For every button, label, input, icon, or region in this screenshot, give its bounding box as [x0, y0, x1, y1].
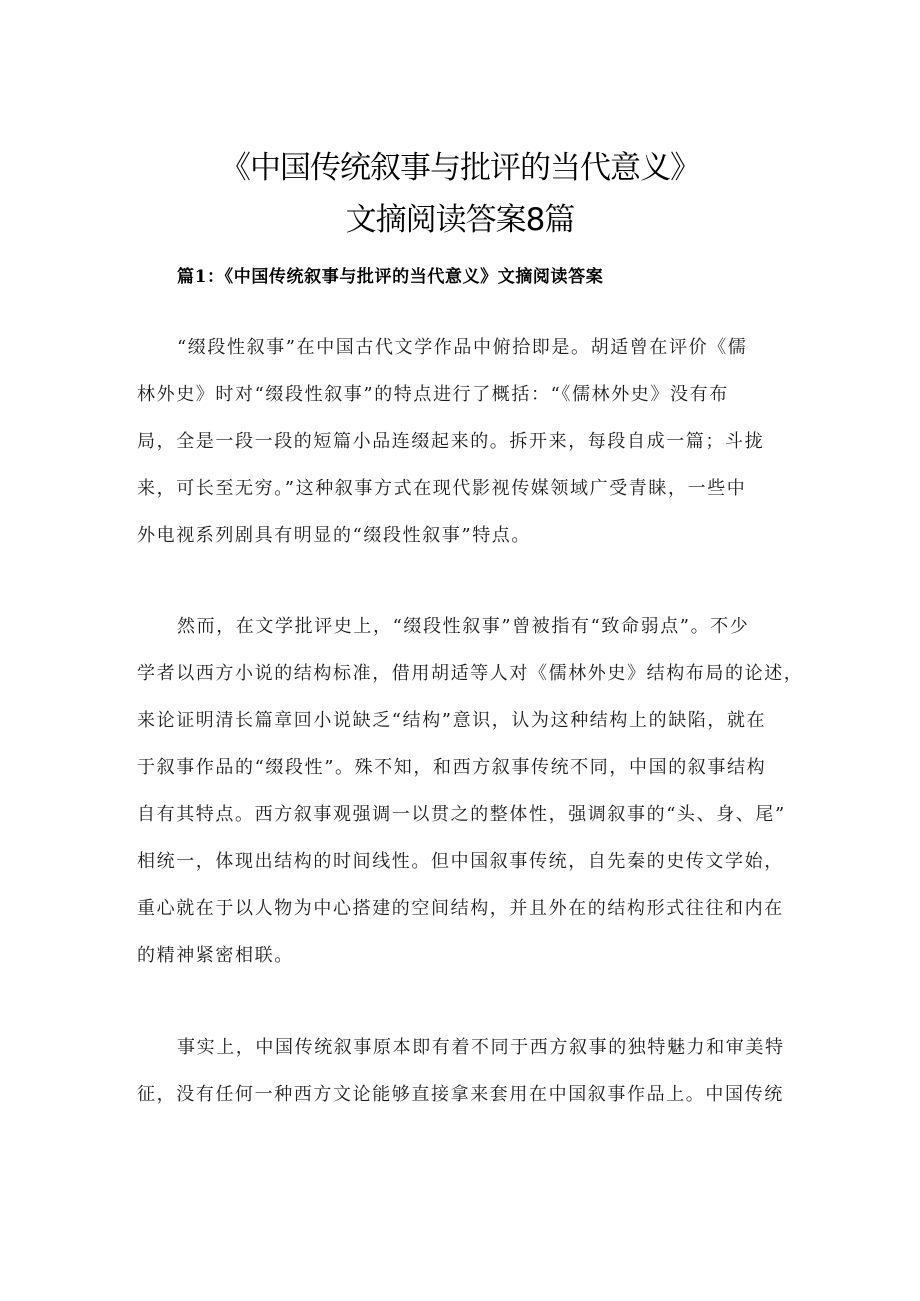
document-title-line-1: 《中国传统叙事与批评的当代意义》: [220, 150, 700, 186]
text-line: 学者以西方小说的结构标准，借用胡适等人对《儒林外史》结构布局的论述，: [137, 663, 804, 684]
text-line: 于叙事作品的“缀段性”。殊不知，和西方叙事传统不同，中国的叙事结构: [137, 757, 767, 778]
text-line: 的精神紧密相联。: [137, 945, 294, 966]
text-line: 重心就在于以人物为中心搭建的空间结构，并且外在的结构形式往往和内在: [137, 898, 784, 919]
text-line: 相统一，体现出结构的时间线性。但中国叙事传统，自先秦的史传文学始，: [137, 851, 784, 872]
text-line: 来论证明清长篇章回小说缺乏“结构”意识，认为这种结构上的缺陷，就在: [137, 710, 767, 731]
text-line: 外电视系列剧具有明显的“缀段性叙事”特点。: [137, 525, 532, 546]
text-line: 然而，在文学批评史上，“缀段性叙事”曾被指有“致命弱点”。不少: [177, 616, 750, 637]
text-line: “缀段性叙事”在中国古代文学作品中俯拾即是。胡适曾在评价《儒: [177, 337, 748, 358]
text-line: 来，可长至无穷。”这种叙事方式在现代影视传媒领域广受青睐，一些中: [137, 478, 747, 499]
section-heading: 篇1：《中国传统叙事与批评的当代意义》文摘阅读答案: [177, 267, 604, 287]
text-line: 事实上，中国传统叙事原本即有着不同于西方叙事的独特魅力和审美特: [177, 1037, 785, 1058]
text-line: 征，没有任何一种西方文论能够直接拿来套用在中国叙事作品上。中国传统: [137, 1084, 784, 1105]
text-line: 自有其特点。西方叙事观强调一以贯之的整体性，强调叙事的“头、身、尾”: [137, 804, 786, 825]
text-line: 林外史》时对“缀段性叙事”的特点进行了概括：“《儒林外史》没有布: [137, 384, 729, 405]
text-line: 局，全是一段一段的短篇小品连缀起来的。拆开来，每段自成一篇；斗拢: [137, 431, 765, 452]
document-title-line-2: 文摘阅读答案8篇: [345, 202, 575, 238]
